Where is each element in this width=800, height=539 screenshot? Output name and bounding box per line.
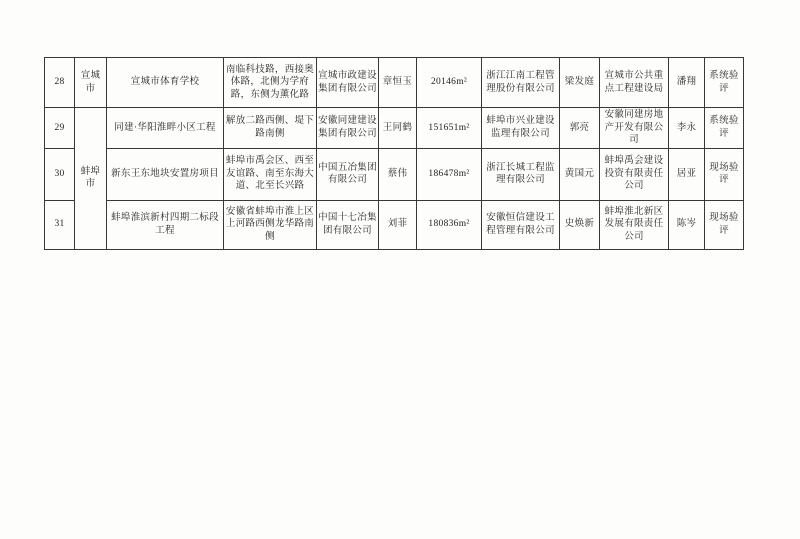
cell-project-name: 同建·华阳淮畔小区工程 <box>107 108 224 149</box>
cell-owner-contact: 李永 <box>669 108 705 149</box>
cell-city-merged: 蚌埠市 <box>75 108 107 250</box>
cell-location: 解放二路西侧、堤下路南侧 <box>224 108 317 149</box>
cell-owner-contact: 居亚 <box>669 148 705 200</box>
cell-owner: 安徽同建房地产开发有限公司 <box>600 108 669 149</box>
cell-owner-contact: 陈岑 <box>669 200 705 249</box>
table-row <box>45 58 744 108</box>
cell-builder: 宣城市政建设集团有限公司 <box>317 58 379 108</box>
cell-owner: 蚌埠淮北新区发展有限责任公司 <box>600 200 669 249</box>
cell-supervisor: 蚌埠市兴业建设监理有限公司 <box>482 108 560 149</box>
cell-supervisor: 浙江长城工程监理有限公司 <box>482 148 560 200</box>
table-row <box>45 148 744 200</box>
cell-builder-contact: 王同鹤 <box>379 108 417 149</box>
cell-project-name: 蚌埠淮滨新村四期二标段工程 <box>107 200 224 249</box>
cell-area: 20146m² <box>417 58 482 108</box>
table-row <box>45 108 744 149</box>
cell-seq: 28 <box>45 58 75 108</box>
cell-builder-contact: 刘菲 <box>379 200 417 249</box>
cell-supervisor: 浙江江南工程管理股份有限公司 <box>482 58 560 108</box>
cell-owner: 宣城市公共重点工程建设局 <box>600 58 669 108</box>
cell-supervisor: 安徽恒信建设工程管理有限公司 <box>482 200 560 249</box>
table-row <box>45 200 744 249</box>
cell-location: 安徽省蚌埠市淮上区上河路西侧龙华路南侧 <box>224 200 317 249</box>
cell-evaluation: 现场验评 <box>705 200 744 249</box>
cell-location: 南临科技路，西接奥体路，北侧为学府路，东侧为薰化路 <box>224 58 317 108</box>
cell-evaluation: 现场验评 <box>705 148 744 200</box>
cell-seq: 30 <box>45 148 75 200</box>
cell-builder: 中国十七冶集团有限公司 <box>317 200 379 249</box>
cell-project-name: 新东王东地块安置房项目 <box>107 148 224 200</box>
cell-builder-contact: 蔡伟 <box>379 148 417 200</box>
cell-area: 186478m² <box>417 148 482 200</box>
cell-builder-contact: 章恒玉 <box>379 58 417 108</box>
cell-project-name: 宣城市体育学校 <box>107 58 224 108</box>
project-table <box>44 57 744 250</box>
cell-seq: 31 <box>45 200 75 249</box>
cell-area: 151651m² <box>417 108 482 149</box>
cell-seq: 29 <box>45 108 75 149</box>
cell-evaluation: 系统验评 <box>705 58 744 108</box>
cell-area: 180836m² <box>417 200 482 249</box>
cell-evaluation: 系统验评 <box>705 108 744 149</box>
cell-supervisor-contact: 史焕新 <box>560 200 600 249</box>
cell-owner: 蚌埠禹会建设投资有限责任公司 <box>600 148 669 200</box>
cell-location: 蚌埠市禹会区、西至友谊路、南至东海大道、北至长兴路 <box>224 148 317 200</box>
cell-supervisor-contact: 梁发庭 <box>560 58 600 108</box>
cell-supervisor-contact: 黄国元 <box>560 148 600 200</box>
cell-builder: 安徽同建建设集团有限公司 <box>317 108 379 149</box>
cell-builder: 中国五冶集团有限公司 <box>317 148 379 200</box>
cell-owner-contact: 潘翔 <box>669 58 705 108</box>
cell-supervisor-contact: 郭亮 <box>560 108 600 149</box>
cell-city: 宣城市 <box>75 58 107 108</box>
